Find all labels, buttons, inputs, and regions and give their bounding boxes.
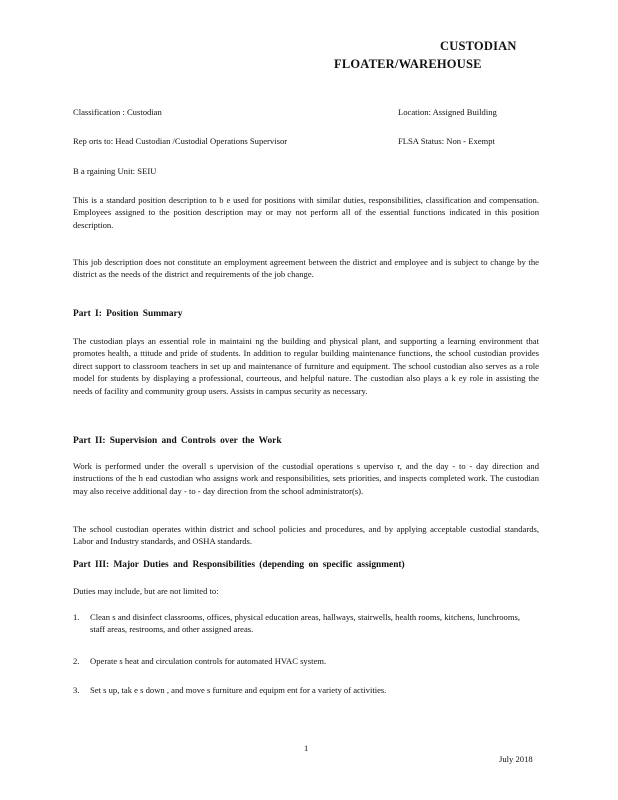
bargaining-unit-row xyxy=(73,165,543,177)
classification-text: Classification : Custodian xyxy=(73,107,162,117)
page-number: 1 xyxy=(304,743,309,753)
part2-body-2: The school custodian operates within district and school policies and procedures, and by applying acceptable custodial standards, Labor and Industry standards, and OSHA standards. xyxy=(73,524,539,547)
list-item-text: Operate s heat and circulation controls for automated HVAC system. xyxy=(90,656,327,666)
part3-intro: Duties may include, but are not limited to: xyxy=(73,586,219,596)
document-title-line1: CUSTODIAN xyxy=(440,39,517,53)
part1-heading: Part I: Position Summary xyxy=(73,309,183,319)
footer-date: July 2018 xyxy=(499,754,533,764)
list-item-text: Set s up, tak e s down , and move s furniture and equipm ent for a variety of activities. xyxy=(90,685,387,695)
intro-paragraph-2: This job description does not constitute an employment agreement between the district and employee and is subject to change by the district as the needs of the district and requirements of the job change. xyxy=(73,257,539,280)
part1-body: The custodian plays an essential role in maintaini ng the building and physical plant, and supporting a learning environment that promotes health, a ttitude and pride of students. In addition to regular building maintenance functions, the school custodian provides direct support to classroom teachers in set up and maintenance of furniture and equipment. The school custodian also serves as a role model for students by displaying a professional, courteous, and helpful nature. The custodian also plays a k ey role in assisting the needs of facility and community group users. Assists in campus security as necessary. xyxy=(73,336,539,396)
flsa-status-text: FLSA Status: Non - Exempt xyxy=(398,136,495,146)
list-item-number: 3. xyxy=(73,685,80,695)
classification-row xyxy=(73,106,543,118)
list-item-number: 2. xyxy=(73,656,80,666)
reports-to-row xyxy=(73,135,543,147)
intro-paragraph-1: This is a standard position description to b e used for positions with similar duties, responsibilities, classification and compensation. Employees assigned to the position description may or may not perform all of the essential functions indicated in this position description. xyxy=(73,195,539,230)
location-text: Location: Assigned Building xyxy=(398,107,497,117)
list-item-number: 1. xyxy=(73,612,80,622)
reports-to-text: Rep orts to: Head Custodian /Custodial Operations Supervisor xyxy=(73,136,288,146)
bargaining-unit-text: B a rgaining Unit: SEIU xyxy=(73,166,157,176)
document-title-line2: FLOATER/WAREHOUSE xyxy=(334,57,482,71)
part3-heading: Part III: Major Duties and Responsibilities (depending on specific assignment) xyxy=(73,560,405,570)
part2-heading: Part II: Supervision and Controls over the Work xyxy=(73,436,282,446)
list-item-text: Clean s and disinfect classrooms, offices, physical education areas, hallways, stairwells, health rooms, kitchens, lunchrooms, staff areas, restrooms, and other assigned areas. xyxy=(90,612,520,635)
part2-body-1: Work is performed under the overall s upervision of the custodial operations s uperviso r, and the day - to - day direction and instructions of the h ead custodian who assigns work and responsibilities, sets priorities, and inspects completed work. The custodian may also receive additional day - to - day direction from the school administrator(s). xyxy=(73,461,539,496)
